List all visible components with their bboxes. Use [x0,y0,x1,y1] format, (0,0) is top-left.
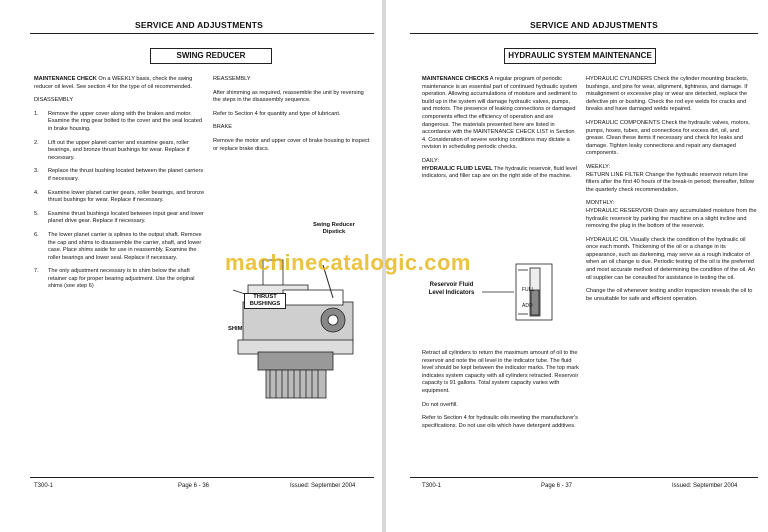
disassembly-heading: DISASSEMBLY [34,97,74,104]
header-rule [30,33,374,34]
list-item: 4. Examine lower planet carrier gears, roller bearings, and bronze thrust bushings for wear. Replace if necessary. [34,189,205,204]
footer-page: Page 6 - 37 [541,483,573,489]
brake-heading: BRAKE [213,124,232,131]
footer-issued: Issued: September 2004 [290,483,356,489]
list-item: 2. Lift out the upper planet carrier and examine gears, roller bearings, and bronze thrust bushings for wear. Replace if necessary. [34,139,190,161]
monthly-section: MONTHLY: HYDRAULIC RESERVOIR Drain any accumulated moisture from the hydraulic reservoir by parking the machine on a slight incline and removing the plug in the bottom of the reservoir. [586,200,757,230]
components-text: HYDRAULIC COMPONENTS Check the hydraulic valves, motors, pumps, hoses, tubes, and connections for excess dirt, oil, and grease. Clean these items if necessary and check for leaks and damage. Tighten leaky connections and repair any damaged components. [586,119,750,157]
weekly-section: WEEKLY: RETURN LINE FILTER Change the hydraulic reservoir return line filters after the first 40 hours of the break-in period; thereafter, follow the quarterly check recommendation. [586,163,754,193]
footer-rule [410,477,758,478]
footer-issued: Issued: September 2004 [672,483,738,489]
page-header: SERVICE AND ADJUSTMENTS [135,20,264,30]
retract-text: Retract all cylinders to return the maximum amount of oil to the reservoir and note the oil level in the indicator tube. The fluid level should be kept between the indicator marks. The top mark indicates system capacity with all cylinders retracted. Reservoir capacity is 91 gallons. Total system capacity varies with equipment. [422,350,579,394]
left-column-lower [422,350,580,436]
refer-text: Refer to Section 4 for hydraulic oils meeting the manufacturer's specifications. Do not use oils which have detergent additives. [422,415,578,429]
page-header: SERVICE AND ADJUSTMENTS [530,20,659,30]
list-item: 3. Replace the thrust bushing located between the planet carriers if necessary. [34,168,204,182]
swing-reducer-callout: Swing Reducer Dipstick [313,222,355,235]
reassembly-text: After shimming as required, reassemble the unit by reversing the steps in the disassembly sequence. [213,89,364,104]
footer-model: T300-1 [422,483,442,489]
indicator-label: Reservoir Fluid Level Indicators [424,282,479,297]
left-column [34,76,206,297]
footer-page: Page 6 - 36 [178,483,210,489]
change-oil-text: Change the oil whenever testing and/or inspection reveals the oil to be unsuitable for safe and efficient operation. [586,288,753,302]
refer-text: Refer to Section 4 for quantity and type of lubricant. [213,110,341,117]
maintenance-check: MAINTENANCE CHECK On a WEEKLY basis, check the swing reducer oil level. See section 4 for the type of oil recommended. [34,76,193,90]
oil-text: HYDRAULIC OIL Visually check the condition of the hydraulic oil once each month. Thickening of the oil or a change in its appearance, such as darkening, may serve as a rough indicator of when an oil change is due. Periodic testing of the oil is the preferred and most accurate method of determining the condition of the oil. An oil supplier can be consulted for assistance in testing the oil. [586,236,755,281]
list-item: 1. Remove the upper cover along with the brakes and motor. Examine the ring gear bolted to the cover and the seal located in brake housing. [34,110,202,132]
list-item: 5. Examine thrust bushings located between input gear and lower planet drive gear. Replace if necessary. [34,210,204,225]
brake-text: Remove the motor and upper cover of brake housing to inspect or replace brake discs. [213,137,370,152]
watermark: machinecatalogic.com [225,250,471,275]
header-rule [410,33,758,34]
footer-rule [30,477,374,478]
footer-model: T300-1 [34,483,54,489]
add-marker: ADD [522,303,533,309]
shim-callout: SHIM [228,326,243,332]
reassembly-heading: REASSEMBLY [213,76,251,82]
right-column [213,76,373,159]
cylinders-text: HYDRAULIC CYLINDERS Check the cylinder mounting brackets, bushings, and pins for wear, alignment, tightness, and damage. If misalignment or excessive play or wear are detected, replace the defective pin or bushing. Check the rod eye welds for cracks and breaks and have damaged welds repaired. [586,76,749,113]
thrust-bushings-callout: THRUST BUSHINGS [244,293,286,309]
list-item: 6. The lower planet carrier is splines to the output shaft. Remove the cap and shims to disassemble the carrier, shaft, and lower case. Place shims aside for use in reassembly. Examine the roller bearings and lower seal. Replace if necessary. [34,231,202,261]
right-column [586,76,758,309]
maintenance-checks: MAINTENANCE CHECKS A regular program of periodic maintenance is an essential part of continued hydraulic system operation. Allowing accumulations of moisture and sediment to build up in the system will damage hydraulic valves, pumps, and motors. The presence of leaking connections or damaged components effect the efficiency of operation and are dangerous. The materials presented here are listed in accordance with the MAINTENANCE CHECK LIST in Section 4. Consideration of severe working conditions may dictate a revision in scheduling periodic checks. [422,76,578,151]
daily-section: DAILY: HYDRAULIC FLUID LEVEL The hydraulic reservoir, fluid level indicators, and filler cap are on the right side of the machine. [422,157,578,180]
section-title: SWING REDUCER [150,48,272,64]
no-overfill-text: Do not overfill. [422,401,458,408]
list-item: 7. The only adjustment necessary is to shim below the shaft retainer cap for proper bearing adjustment. Use the original shims (see step 6) [34,268,195,290]
disassembly-steps [34,111,206,291]
left-column [422,76,580,181]
full-marker: FULL [522,287,535,293]
section-title: HYDRAULIC SYSTEM MAINTENANCE [504,48,656,64]
